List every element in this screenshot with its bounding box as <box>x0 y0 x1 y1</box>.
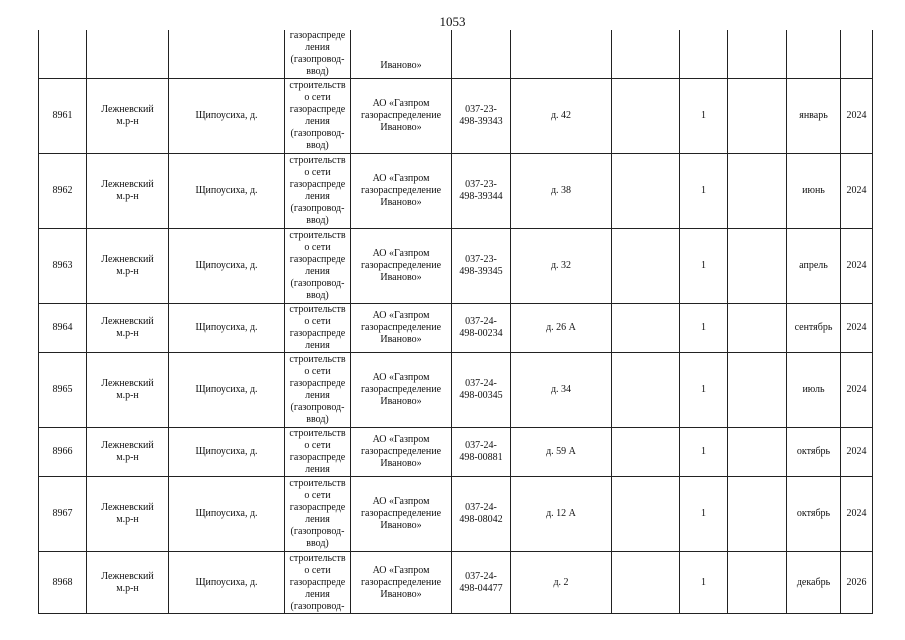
cell-line: газораспреде <box>289 328 346 339</box>
address-cell: д. 12 А <box>511 477 612 552</box>
table-row <box>39 154 873 229</box>
address-cell: д. 42 <box>511 79 612 154</box>
locality-cell: Щипоусиха, д. <box>169 229 285 304</box>
cell-line: о сети <box>304 490 331 501</box>
cell-line: о сети <box>304 564 331 576</box>
empty-cell <box>612 154 680 229</box>
empty-cell <box>728 154 787 229</box>
cell-line: ления <box>305 588 330 600</box>
quantity-cell: 1 <box>680 79 728 154</box>
cell-line: газораспределение <box>360 322 442 333</box>
district-cell <box>87 477 169 552</box>
empty-cell <box>728 30 787 79</box>
cell-line: 498-04477 <box>459 582 503 594</box>
cell-line: Лежневский <box>101 502 154 513</box>
cell-line: газораспреде <box>289 104 346 115</box>
month-cell: июль <box>787 353 841 428</box>
cell-line: Лежневский <box>101 179 154 190</box>
district-cell <box>87 154 169 229</box>
cell-line: м.р-н <box>116 514 139 525</box>
empty-cell <box>612 304 680 353</box>
cell-line: Лежневский <box>101 104 154 115</box>
year-cell: 2024 <box>841 154 873 229</box>
cell-line: газораспределение <box>360 260 442 271</box>
cell-line: газораспреде <box>289 30 346 41</box>
cell-line: о сети <box>304 92 331 103</box>
cell-line: (газопровод- <box>290 526 345 537</box>
locality-cell: Щипоусиха, д. <box>169 79 285 154</box>
quantity-cell: 1 <box>680 552 728 614</box>
cell-line: строительств <box>289 230 346 241</box>
organization-cell <box>351 428 452 477</box>
cell-line: ления <box>305 266 330 277</box>
cell-line: АО «Газпром <box>372 310 430 321</box>
empty-cell <box>728 428 787 477</box>
cell-line: 037-23- <box>465 104 497 115</box>
cell-line: ввод) <box>306 290 329 301</box>
work-type-cell <box>285 304 351 353</box>
organization-cell <box>351 477 452 552</box>
organization-cell <box>351 154 452 229</box>
cell-line: ввод) <box>306 66 329 77</box>
year-cell: 2024 <box>841 79 873 154</box>
month-cell: сентябрь <box>787 304 841 353</box>
cell-line: газораспреде <box>289 254 346 265</box>
cell-line: 037-24- <box>465 570 497 582</box>
page-number: 1053 <box>439 14 466 29</box>
cell-line: строительств <box>289 304 346 315</box>
work-type-cell <box>285 477 351 552</box>
cell-line: 498-00881 <box>459 452 503 463</box>
cell-line: (газопровод- <box>290 128 345 139</box>
locality-cell: Щипоусиха, д. <box>169 552 285 614</box>
address-cell: д. 38 <box>511 154 612 229</box>
work-type-cell <box>285 79 351 154</box>
gas-connection-registry-table <box>38 30 873 614</box>
cell-line: АО «Газпром <box>372 248 430 259</box>
quantity-cell: 1 <box>680 229 728 304</box>
cadastral-number-cell <box>452 477 511 552</box>
row-number-cell: 8966 <box>39 428 87 477</box>
year-cell: 2024 <box>841 428 873 477</box>
month-cell: июнь <box>787 154 841 229</box>
row-number-cell: 8967 <box>39 477 87 552</box>
organization-cell <box>351 30 452 79</box>
quantity-cell: 1 <box>680 428 728 477</box>
quantity-cell: 1 <box>680 353 728 428</box>
empty-cell <box>728 304 787 353</box>
table-row <box>39 79 873 154</box>
work-type-cell <box>285 353 351 428</box>
cell-line: Лежневский <box>101 378 154 389</box>
cell-line: газораспреде <box>289 179 346 190</box>
cell-line: (газопровод- <box>290 203 345 214</box>
quantity-cell: 1 <box>680 477 728 552</box>
year-cell: 2026 <box>841 552 873 614</box>
cell-line: ввод) <box>306 140 329 151</box>
cell-line: газораспреде <box>289 378 346 389</box>
cell-line: м.р-н <box>116 116 139 127</box>
cell-line: газораспреде <box>289 452 346 463</box>
cell-line: о сети <box>304 167 331 178</box>
work-type-cell <box>285 552 351 614</box>
cell-line: строительств <box>289 80 346 91</box>
cell-line: Лежневский <box>101 440 154 451</box>
work-type-cell <box>285 154 351 229</box>
cell-line: строительств <box>289 354 346 365</box>
table-row <box>39 353 873 428</box>
organization-cell <box>351 229 452 304</box>
cell-line: м.р-н <box>116 328 139 339</box>
cell-line: м.р-н <box>116 452 139 463</box>
table-row <box>39 552 873 614</box>
cell-line: (газопровод- <box>290 402 345 413</box>
cell-line: ления <box>305 42 330 53</box>
cell-line: строительств <box>289 478 346 489</box>
cell-line: газораспределение <box>360 576 442 588</box>
cadastral-number-cell <box>452 304 511 353</box>
cell-line: АО «Газпром <box>372 564 430 576</box>
empty-cell <box>728 229 787 304</box>
cadastral-number-cell <box>452 428 511 477</box>
cell-line: 498-39343 <box>459 116 503 127</box>
row-number-cell: 8964 <box>39 304 87 353</box>
address-cell: д. 59 А <box>511 428 612 477</box>
cell-line: Иваново» <box>380 197 422 208</box>
empty-cell <box>728 477 787 552</box>
month-cell: декабрь <box>787 552 841 614</box>
empty-cell <box>612 552 680 614</box>
cadastral-number-cell <box>452 552 511 614</box>
row-number-cell: 8962 <box>39 154 87 229</box>
month-cell: апрель <box>787 229 841 304</box>
cell-line: Иваново» <box>380 334 422 345</box>
cell-line: газораспределение <box>360 384 442 395</box>
organization-cell <box>351 353 452 428</box>
cell-line: строительств <box>289 428 346 439</box>
district-cell <box>87 552 169 614</box>
table-row <box>39 428 873 477</box>
cell-line: 498-39345 <box>459 266 503 277</box>
cell-line: ввод) <box>306 215 329 226</box>
month-cell: январь <box>787 79 841 154</box>
cell-line: м.р-н <box>116 582 139 594</box>
cell-line: АО «Газпром <box>372 173 430 184</box>
month-cell <box>787 30 841 79</box>
cell-line: ввод) <box>306 538 329 549</box>
district-cell <box>87 30 169 79</box>
cell-line: АО «Газпром <box>372 496 430 507</box>
cell-line: АО «Газпром <box>372 434 430 445</box>
cell-line <box>353 48 449 60</box>
district-cell <box>87 428 169 477</box>
year-cell: 2024 <box>841 229 873 304</box>
row-number-cell: 8965 <box>39 353 87 428</box>
work-type-cell <box>285 30 351 79</box>
row-number-cell: 8963 <box>39 229 87 304</box>
organization-cell <box>351 79 452 154</box>
cell-line: Иваново» <box>380 588 422 600</box>
address-cell: д. 2 <box>511 552 612 614</box>
district-cell <box>87 79 169 154</box>
cell-line: Иваново» <box>380 396 422 407</box>
row-number-cell <box>39 30 87 79</box>
cell-line: 037-23- <box>465 254 497 265</box>
cell-line: Лежневский <box>101 254 154 265</box>
table-row <box>39 229 873 304</box>
cell-line: 037-24- <box>465 440 497 451</box>
district-cell <box>87 353 169 428</box>
organization-cell <box>351 552 452 614</box>
cell-line: м.р-н <box>116 266 139 277</box>
cell-line: Иваново» <box>380 60 422 71</box>
table-row <box>39 304 873 353</box>
quantity-cell: 1 <box>680 304 728 353</box>
cell-line: ления <box>305 464 330 475</box>
district-cell <box>87 304 169 353</box>
row-number-cell: 8968 <box>39 552 87 614</box>
locality-cell: Щипоусиха, д. <box>169 477 285 552</box>
cadastral-number-cell <box>452 79 511 154</box>
cadastral-number-cell <box>452 353 511 428</box>
cell-line: газораспределение <box>360 446 442 457</box>
cell-line: газораспределение <box>360 110 442 121</box>
address-cell <box>511 30 612 79</box>
quantity-cell <box>680 30 728 79</box>
locality-cell: Щипоусиха, д. <box>169 353 285 428</box>
cell-line: газораспределение <box>360 185 442 196</box>
cell-line: газораспределение <box>360 508 442 519</box>
cell-line: 037-24- <box>465 378 497 389</box>
cell-line: АО «Газпром <box>372 372 430 383</box>
cadastral-number-cell <box>452 30 511 79</box>
table-row <box>39 30 873 79</box>
empty-cell <box>612 353 680 428</box>
cell-line: ления <box>305 340 330 351</box>
district-cell <box>87 229 169 304</box>
cell-line: (газопровод- <box>290 600 345 612</box>
work-type-cell <box>285 229 351 304</box>
address-cell: д. 32 <box>511 229 612 304</box>
month-cell: октябрь <box>787 428 841 477</box>
cell-line: АО «Газпром <box>372 98 430 109</box>
cell-line: 037-24- <box>465 316 497 327</box>
cell-line: ввод) <box>306 414 329 425</box>
locality-cell: Щипоусиха, д. <box>169 154 285 229</box>
cell-line: м.р-н <box>116 191 139 202</box>
locality-cell: Щипоусиха, д. <box>169 304 285 353</box>
cell-line: газораспреде <box>289 502 346 513</box>
month-cell: октябрь <box>787 477 841 552</box>
cell-line: 498-00345 <box>459 390 503 401</box>
table-row <box>39 477 873 552</box>
locality-cell <box>169 30 285 79</box>
cell-line: ления <box>305 390 330 401</box>
cell-line: Лежневский <box>101 316 154 327</box>
cell-line: ления <box>305 191 330 202</box>
cadastral-number-cell <box>452 229 511 304</box>
empty-cell <box>612 229 680 304</box>
year-cell <box>841 30 873 79</box>
empty-cell <box>728 552 787 614</box>
cell-line: м.р-н <box>116 390 139 401</box>
cell-line: ления <box>305 116 330 127</box>
cell-line: Лежневский <box>101 570 154 582</box>
row-number-cell: 8961 <box>39 79 87 154</box>
year-cell: 2024 <box>841 353 873 428</box>
cell-line: строительств <box>289 552 346 564</box>
cell-line: (газопровод- <box>290 54 345 65</box>
empty-cell <box>728 353 787 428</box>
cell-line: Иваново» <box>380 520 422 531</box>
empty-cell <box>612 477 680 552</box>
cell-line: строительств <box>289 155 346 166</box>
cell-line: 037-24- <box>465 502 497 513</box>
work-type-cell <box>285 428 351 477</box>
cell-line: (газопровод- <box>290 278 345 289</box>
cell-line: о сети <box>304 242 331 253</box>
address-cell: д. 26 А <box>511 304 612 353</box>
cell-line: о сети <box>304 440 331 451</box>
cell-line: Иваново» <box>380 272 422 283</box>
cell-line: 498-39344 <box>459 191 503 202</box>
locality-cell: Щипоусиха, д. <box>169 428 285 477</box>
empty-cell <box>612 79 680 154</box>
year-cell: 2024 <box>841 304 873 353</box>
cell-line: о сети <box>304 366 331 377</box>
cell-line: ления <box>305 514 330 525</box>
cell-line: газораспреде <box>289 576 346 588</box>
cell-line: 498-00234 <box>459 328 503 339</box>
cadastral-number-cell <box>452 154 511 229</box>
cell-line: о сети <box>304 316 331 327</box>
empty-cell <box>612 30 680 79</box>
quantity-cell: 1 <box>680 154 728 229</box>
cell-line <box>353 36 449 48</box>
cell-line: 037-23- <box>465 179 497 190</box>
cell-line: Иваново» <box>380 122 422 133</box>
empty-cell <box>612 428 680 477</box>
organization-cell <box>351 304 452 353</box>
year-cell: 2024 <box>841 477 873 552</box>
cell-line: Иваново» <box>380 458 422 469</box>
empty-cell <box>728 79 787 154</box>
cell-line: 498-08042 <box>459 514 503 525</box>
address-cell: д. 34 <box>511 353 612 428</box>
